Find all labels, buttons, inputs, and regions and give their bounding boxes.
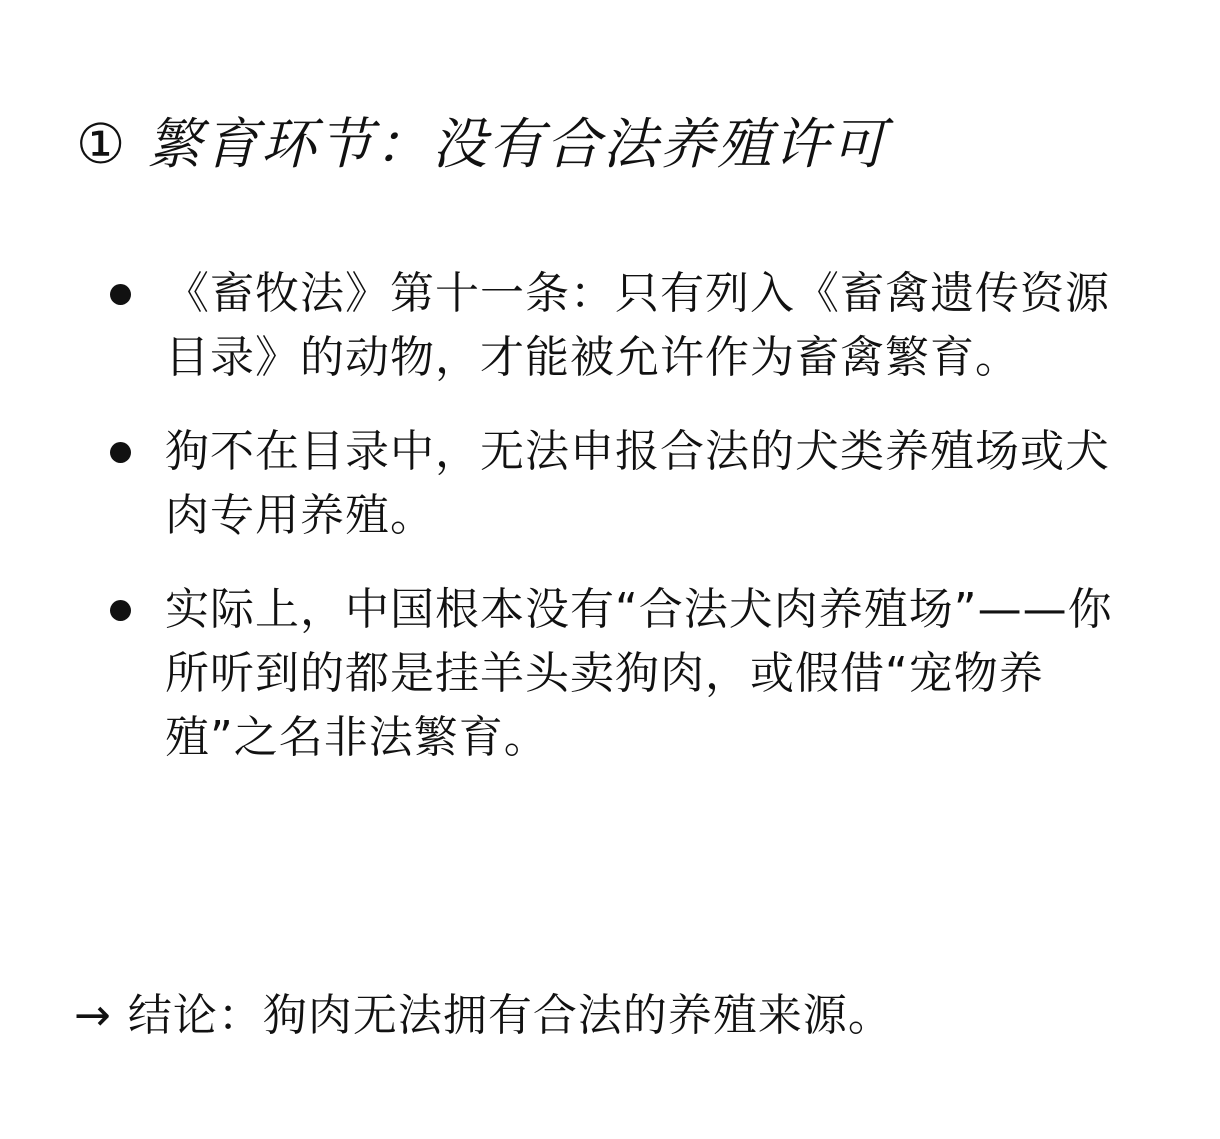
bullet-item-reality xyxy=(0,578,1150,770)
right-arrow-icon: → xyxy=(74,990,112,1041)
conclusion-text: 结论：狗肉无法拥有合法的养殖来源。 xyxy=(127,990,893,1041)
bullet-list xyxy=(0,262,1220,770)
bullet-text: 狗不在目录中，无法申报合法的犬类养殖场或犬肉专用养殖。 xyxy=(165,426,1110,541)
bullet-dot-icon xyxy=(110,600,131,621)
section-heading: ① 繁育环节：没有合法养殖许可 xyxy=(76,112,888,176)
conclusion xyxy=(74,984,893,1048)
bullet-text: 《畜牧法》第十一条：只有列入《畜禽遗传资源目录》的动物，才能被允许作为畜禽繁育。 xyxy=(165,268,1110,383)
bullet-item-law xyxy=(0,262,1150,390)
bullet-item-not-in-catalog xyxy=(0,420,1150,548)
bullet-text: 实际上，中国根本没有“合法犬肉养殖场”——你所听到的都是挂羊头卖狗肉，或假借“宠物养殖”之名非法繁育。 xyxy=(165,584,1113,763)
bullet-dot-icon xyxy=(110,442,131,463)
bullet-dot-icon xyxy=(110,284,131,305)
